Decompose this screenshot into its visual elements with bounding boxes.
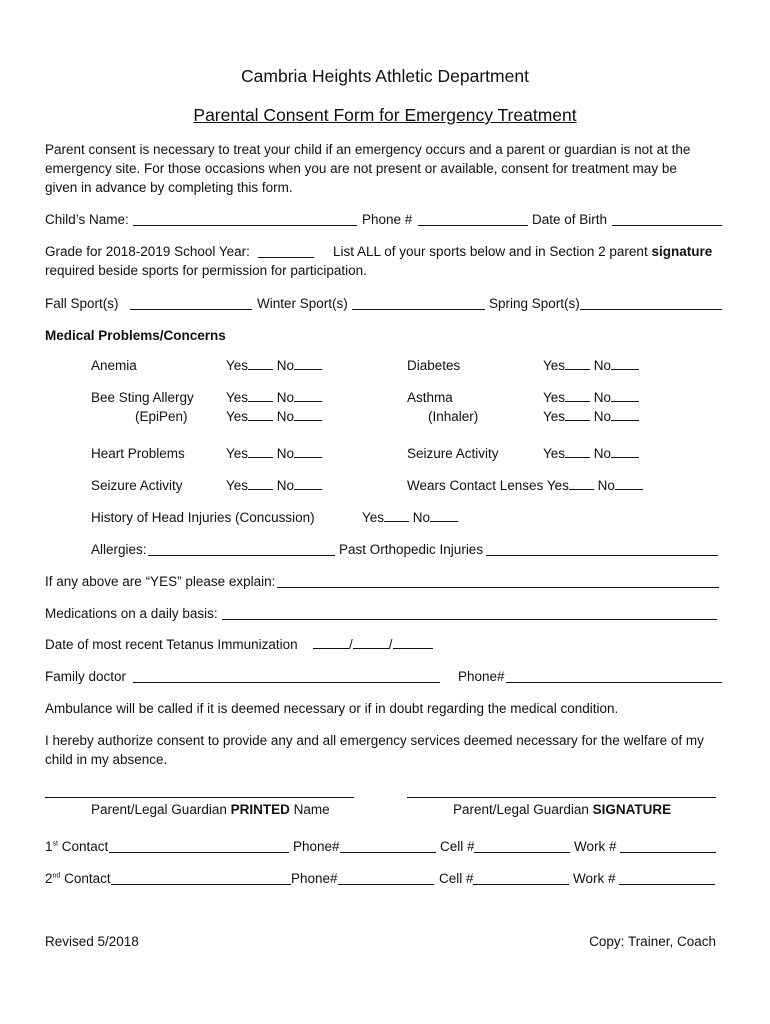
heart-yes-no [226,446,322,461]
bee-sting-label: Bee Sting Allergy [91,390,194,405]
yes-label: Yes [226,446,249,461]
yes-label: Yes [546,478,569,493]
seizure-left-no-field[interactable] [294,478,322,490]
dob-label: Date of Birth [532,212,608,227]
contacts-label: Wears Contact Lenses [407,478,544,493]
yes-label: Yes [543,446,566,461]
no-label: No [276,390,295,405]
first-cell-field[interactable] [474,841,570,853]
tetanus-date-fields: / / [313,637,433,652]
seizure-label-left: Seizure Activity [91,478,183,493]
diabetes-no-field[interactable] [611,358,639,370]
yes-label: Yes [226,358,249,373]
second-contact-label [45,871,111,886]
yes-label: Yes [543,358,566,373]
sports-note [333,244,712,259]
heart-yes-field[interactable] [248,446,273,458]
revised-note: Revised 5/2018 [45,934,139,949]
no-label: No [597,478,615,493]
printed-prefix: Parent/Legal Guardian [91,802,227,817]
tetanus-month-field[interactable] [313,637,349,649]
orthopedic-field[interactable] [486,544,718,556]
contacts-yes-field[interactable] [569,478,594,490]
tetanus-label: Date of most recent Tetanus Immunization [45,637,298,652]
allergies-field[interactable] [148,544,335,556]
contacts-no-field[interactable] [615,478,643,490]
seizure-label-right: Seizure Activity [407,446,499,461]
seizure-right-yes-field[interactable] [565,446,590,458]
diabetes-yes-no [543,358,639,373]
yes-label: Yes [362,510,385,525]
winter-sport-field[interactable] [352,298,485,310]
medications-label: Medications on a daily basis: [45,606,218,621]
head-injuries-no-field[interactable] [430,510,458,522]
heart-no-field[interactable] [294,446,322,458]
inhaler-yes-field[interactable] [565,409,590,421]
no-label: No [412,510,431,525]
allergies-label: Allergies: [91,542,147,557]
second-cell-label: Cell # [439,871,474,886]
asthma-yes-no [543,390,639,405]
epipen-no-field[interactable] [294,409,322,421]
form-title: Parental Consent Form for Emergency Treatment [193,105,577,125]
org-title: Cambria Heights Athletic Department [241,66,529,86]
orthopedic-label: Past Orthopedic Injuries [339,542,484,557]
first-work-field[interactable] [620,841,716,853]
asthma-no-field[interactable] [611,390,639,402]
doctor-phone-label: Phone# [458,669,505,684]
inhaler-label: (Inhaler) [428,409,479,424]
first-num: 1 [45,839,53,854]
grade-label: Grade for 2018-2019 School Year: [45,244,250,259]
first-cell-label: Cell # [440,839,475,854]
contact-word: Contact [61,839,109,854]
anemia-label: Anemia [91,358,137,373]
head-injuries-yes-no [362,510,458,525]
grade-field[interactable] [258,246,314,258]
no-label: No [276,478,295,493]
diabetes-label: Diabetes [407,358,461,373]
no-label: No [593,446,612,461]
no-label: No [593,409,612,424]
phone-field[interactable] [418,214,528,226]
sig-prefix: Parent/Legal Guardian [453,802,589,817]
spring-sport-label: Spring Sport(s) [489,296,580,311]
medications-field[interactable] [222,608,717,620]
printed-name-label [91,802,330,817]
head-injuries-yes-field[interactable] [384,510,409,522]
dob-field[interactable] [612,214,722,226]
asthma-yes-field[interactable] [565,390,590,402]
consent-line-1: I hereby authorize consent to provide any and all emergency services deemed necessary for the welfare of my [45,733,704,748]
second-phone-field[interactable] [338,873,434,885]
yes-label: Yes [226,390,249,405]
tetanus-year-field[interactable] [393,637,433,649]
sig-bold: SIGNATURE [592,802,672,817]
sports-note-text: List ALL of your sports below and in Section 2 parent [333,244,648,259]
explain-field[interactable] [277,576,719,588]
doctor-label: Family doctor [45,669,127,684]
second-num: 2 [45,871,53,886]
first-phone-field[interactable] [340,841,436,853]
intro-line-1: Parent consent is necessary to treat your child if an emergency occurs and a parent or guardian is not at the [45,142,691,157]
winter-sport-label: Winter Sport(s) [257,296,348,311]
no-label: No [276,446,295,461]
epipen-label: (EpiPen) [135,409,188,424]
seizure-left-yes-field[interactable] [248,478,273,490]
medical-heading: Medical Problems/Concerns [45,328,226,343]
signature-field[interactable] [407,797,716,798]
no-label: No [593,358,612,373]
seizure-left-yes-no [226,478,322,493]
printed-suffix: Name [293,802,330,817]
spring-sport-field[interactable] [580,298,722,310]
signature-word: signature [651,244,713,259]
printed-name-field[interactable] [45,797,354,798]
no-label: No [593,390,612,405]
no-label: No [276,358,295,373]
asthma-label: Asthma [407,390,453,405]
second-cell-field[interactable] [473,873,569,885]
ambulance-note: Ambulance will be called if it is deemed necessary or if in doubt regarding the medical condition. [45,701,619,716]
seizure-right-yes-no [543,446,639,461]
first-sup: st [52,840,58,848]
yes-label: Yes [226,478,249,493]
no-label: No [276,409,295,424]
epipen-yes-no [226,409,322,424]
intro-line-3: given in advance by completing this form. [45,180,293,195]
contacts-row [407,478,643,493]
bee-sting-yes-no [226,390,322,405]
heart-label: Heart Problems [91,446,185,461]
grade-line-2: required beside sports for permission for participation. [45,263,367,278]
signature-label [453,802,671,817]
bee-sting-yes-field[interactable] [248,390,273,402]
diabetes-yes-field[interactable] [565,358,590,370]
first-phone-label: Phone# [293,839,340,854]
first-contact-label [45,839,108,854]
copy-note: Copy: Trainer, Coach [589,934,716,949]
child-name-label: Child’s Name: [45,212,129,227]
printed-bold: PRINTED [230,802,290,817]
inhaler-no-field[interactable] [611,409,639,421]
intro-line-2: emergency site. For those occasions when you are not present or available, consent for treatment may be [45,161,677,176]
phone-label: Phone # [362,212,413,227]
epipen-yes-field[interactable] [248,409,273,421]
doctor-phone-field[interactable] [506,671,722,683]
second-work-label: Work # [573,871,616,886]
consent-line-2: child in my absence. [45,752,168,767]
tetanus-day-field[interactable] [353,637,389,649]
yes-label: Yes [543,390,566,405]
second-phone-label: Phone# [291,871,338,886]
child-name-field[interactable] [133,214,357,226]
second-sup: nd [52,872,61,880]
yes-label: Yes [543,409,566,424]
anemia-no-field[interactable] [294,358,322,370]
doctor-field[interactable] [133,671,440,683]
contact-word: Contact [64,871,111,886]
anemia-yes-field[interactable] [248,358,273,370]
first-contact-field[interactable] [109,841,289,853]
fall-sport-label: Fall Sport(s) [45,296,119,311]
head-injuries-label: History of Head Injuries (Concussion) [91,510,315,525]
seizure-right-no-field[interactable] [611,446,639,458]
fall-sport-field[interactable] [130,298,252,310]
second-contact-field[interactable] [111,873,291,885]
first-work-label: Work # [574,839,617,854]
explain-label: If any above are “YES” please explain: [45,574,276,589]
bee-sting-no-field[interactable] [294,390,322,402]
anemia-yes-no [226,358,322,373]
second-work-field[interactable] [619,873,715,885]
inhaler-yes-no [543,409,639,424]
yes-label: Yes [226,409,249,424]
